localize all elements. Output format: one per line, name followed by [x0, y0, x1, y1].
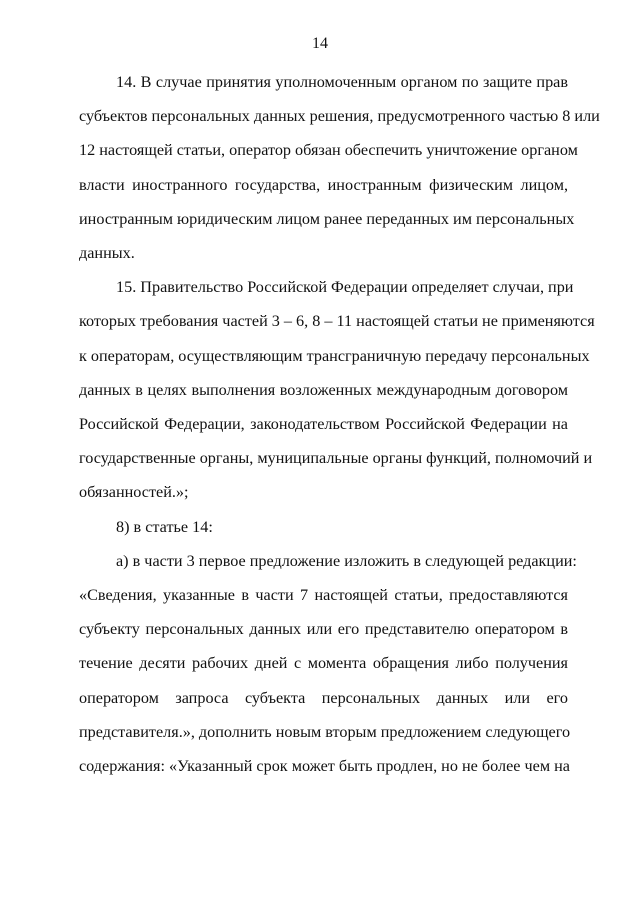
text-line: государственные органы, муниципальные органы функций, полномочий и: [79, 449, 593, 468]
text-line: иностранным юридическим лицом ранее переданных им персональных: [79, 209, 575, 228]
text-line: 14. В случае принятия уполномоченным органом по защите прав: [116, 73, 568, 91]
text-line: 12 настоящей статьи, оператор обязан обеспечить уничтожение органом: [79, 141, 578, 160]
text-line: «Сведения, указанные в части 7 настоящей статьи, предоставляются: [79, 586, 568, 605]
text-line: 8) в статье 14:: [116, 517, 213, 536]
text-line: содержания: «Указанный срок может быть продлен, но не более чем на: [79, 757, 570, 776]
text-line: 15. Правительство Российской Федерации определяет случаи, при: [116, 278, 574, 297]
text-line: оператором запроса субъекта персональных данных или его: [79, 688, 568, 707]
text-line: которых требования частей 3 – 6, 8 – 11 настоящей статьи не применяются: [79, 312, 595, 331]
text-line: субъекту персональных данных или его представителю оператором в: [79, 620, 568, 639]
text-line: представителя.», дополнить новым вторым предложением следующего: [79, 722, 571, 741]
document-body: [79, 65, 600, 783]
text-line: субъектов персональных данных решения, предусмотренного частью 8 или: [79, 107, 600, 126]
text-line: данных в целях выполнения возложенных международным договором: [79, 380, 568, 399]
text-line: Российской Федерации, законодательством Российской Федерации на: [79, 415, 568, 434]
text-line: власти иностранного государства, иностранным физическим лицом,: [79, 175, 568, 194]
text-line: данных.: [79, 244, 135, 263]
text-line: течение десяти рабочих дней с момента обращения либо получения: [79, 654, 568, 673]
text-line: к операторам, осуществляющим трансграничную передачу персональных: [79, 346, 590, 365]
page-number: 14: [312, 35, 328, 52]
text-line: обязанностей.»;: [79, 483, 189, 502]
text-line: а) в части 3 первое предложение изложить в следующей редакции:: [116, 551, 577, 570]
